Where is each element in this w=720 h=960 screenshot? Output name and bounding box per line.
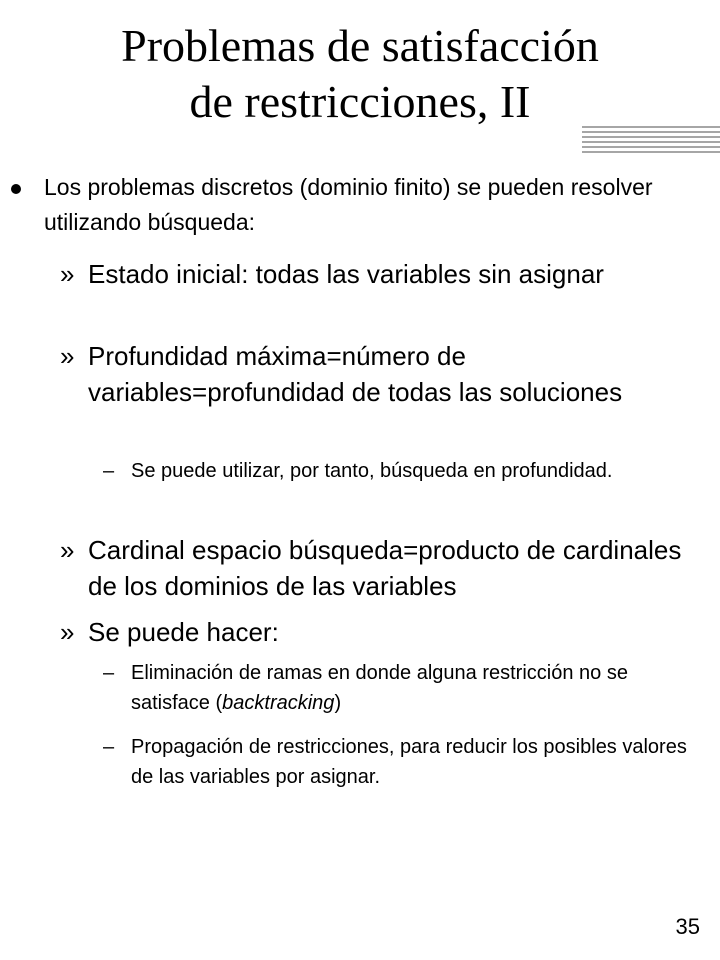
guillemet-marker-1: »: [60, 259, 75, 289]
bullet-discrete-problems: Los problemas discretos (dominio finito) se pueden resolver utilizando búsqueda:: [44, 174, 653, 235]
sub-sub-bullet-constraint-propagation: Propagación de restricciones, para reducir los posibles valores de las variables por asignar.: [131, 736, 687, 788]
dash-marker-1: –: [103, 460, 115, 482]
guillemet-marker-4: »: [60, 617, 75, 647]
sub-bullet-search-space: Cardinal espacio búsqueda=producto de cardinales de los dominios de las variables: [88, 535, 682, 601]
title-line-1: Problemas de satisfacción: [121, 20, 599, 71]
sub-bullet-max-depth: Profundidad máxima=número de variables=profundidad de todas las soluciones: [88, 341, 623, 407]
sub-sub-bullet-branch-elimination: [131, 658, 711, 718]
dash-marker-2: –: [103, 662, 115, 684]
guillemet-marker-3: »: [60, 535, 75, 565]
sub-bullet-can-do: Se puede hacer:: [88, 617, 279, 647]
branch-elimination-text: Eliminación de ramas en donde alguna restricción no se satisface (: [131, 662, 628, 714]
sub-sub-bullet-depth-search: Se puede utilizar, por tanto, búsqueda en profundidad.: [131, 460, 613, 482]
slide-title: [20, 18, 700, 130]
bullet-dot-icon: [11, 184, 21, 194]
sub-bullet-initial-state: Estado inicial: todas las variables sin asignar: [88, 259, 604, 289]
title-line-2: de restricciones, II: [189, 76, 531, 127]
backtracking-term: backtracking: [222, 692, 335, 714]
closing-paren: ): [334, 692, 342, 714]
guillemet-marker-2: »: [60, 341, 75, 371]
title-decorative-rule: [582, 126, 720, 156]
page-number: 35: [675, 914, 700, 939]
dash-marker-3: –: [103, 736, 115, 758]
